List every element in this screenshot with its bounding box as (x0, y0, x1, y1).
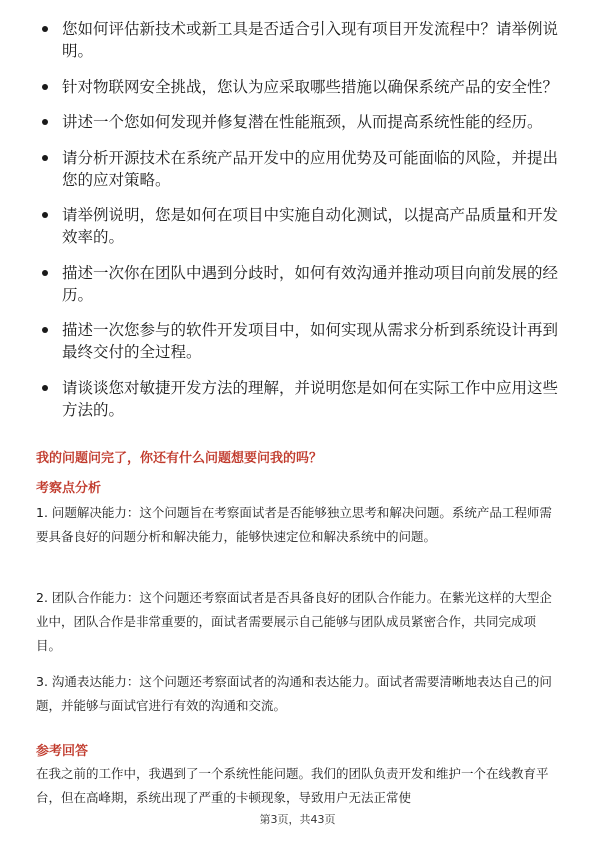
question-text: 您如何评估新技术或新工具是否适合引入现有项目开发流程中？请举例说明。 (62, 20, 559, 60)
question-text: 请举例说明，您是如何在项目中实施自动化测试，以提高产品质量和开发效率的。 (62, 206, 559, 246)
question-item (40, 18, 560, 62)
analysis-point: 2. 团队合作能力：这个问题还考察面试者是否具备良好的团队合作能力。在紫光这样的大型企业中，团队合作是非常重要的，面试者需要展示自己能够与团队成员紧密合作，共同完成项目。 (36, 590, 552, 653)
question-text: 请分析开源技术在系统产品开发中的应用优势及可能面临的风险，并提出您的应对策略。 (62, 148, 559, 189)
question-item (40, 147, 560, 191)
question-item (40, 262, 560, 306)
question-item (40, 377, 560, 421)
bullet-dot (42, 270, 48, 276)
question-item (40, 76, 560, 98)
analysis-heading: 考察点分析 (36, 481, 102, 496)
analysis-point: 3. 沟通表达能力：这个问题还考察面试者的沟通和表达能力。面试者需要清晰地表达自己的问题，并能够与面试官进行有效的沟通和交流。 (36, 674, 552, 713)
final-question-heading: 我的问题问完了，你还有什么问题想要问我的吗？ (36, 451, 323, 466)
bullet-dot (42, 385, 48, 391)
question-item (40, 111, 560, 133)
bullet-dot (42, 155, 48, 161)
bullet-dot (42, 84, 48, 90)
page-number: 第3页，共43页 (259, 813, 336, 826)
question-item (40, 319, 560, 363)
bullet-dot (42, 212, 48, 218)
bullet-dot (42, 26, 48, 32)
reference-heading: 参考回答 (36, 744, 89, 759)
bullet-dot (42, 119, 48, 125)
bullet-dot (42, 327, 48, 333)
analysis-point: 1. 问题解决能力：这个问题旨在考察面试者是否能够独立思考和解决问题。系统产品工程师需要具备良好的问题分析和解决能力，能够快速定位和解决系统中的问题。 (36, 505, 552, 544)
question-list (40, 18, 560, 434)
question-text: 讲述一个您如何发现并修复潜在性能瓶颈，从而提高系统性能的经历。 (62, 113, 543, 131)
question-text: 请谈谈您对敏捷开发方法的理解，并说明您是如何在实际工作中应用这些方法的。 (62, 378, 559, 419)
question-item (40, 204, 560, 248)
reference-text: 在我之前的工作中，我遇到了一个系统性能问题。我们的团队负责开发和维护一个在线教育平台，但在高峰期，系统出现了严重的卡顿现象，导致用户无法正常使 (36, 766, 549, 805)
question-text: 描述一次您参与的软件开发项目中，如何实现从需求分析到系统设计再到最终交付的全过程。 (62, 321, 559, 361)
question-text: 针对物联网安全挑战，您认为应采取哪些措施以确保系统产品的安全性？ (62, 77, 559, 96)
question-text: 描述一次你在团队中遇到分歧时，如何有效沟通并推动项目向前发展的经历。 (62, 263, 559, 304)
